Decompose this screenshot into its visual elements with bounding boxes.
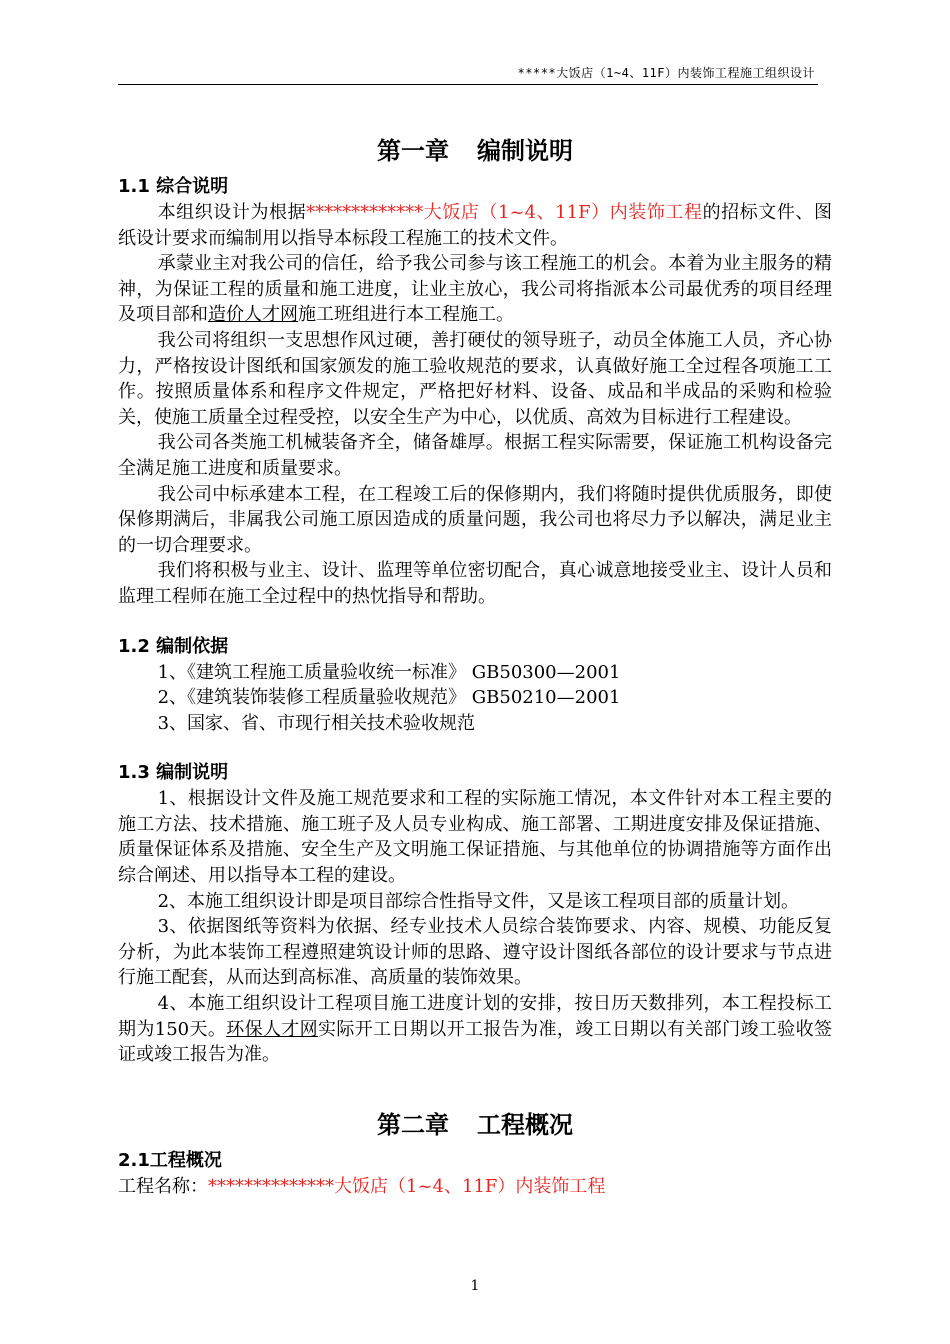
chapter-2-number: 第二章 [377,1110,449,1139]
project-name-red: *************大饭店（1~4、11F）内装饰工程 [306,202,703,223]
section-1-3-paragraph-4 [118,991,832,1068]
section-1-3-paragraph-1: 1、根据设计文件及施工规范要求和工程的实际施工情况，本文件针对本工程主要的施工方法、技术措施、施工班子及人员专业构成、施工部署、工期进度安排及保证措施、质量保证体系及措施、安全生产及文明施工保证措施、与其他单位的协调措施等方面作出综合阐述、用以指导本工程的建设。 [118,788,832,887]
text-run: 4、本施工组织设计工程项目施工进度计划的安排，按日历天数排列，本工程投标工期为150天。 [118,993,832,1040]
header-title: *****大饭店（1~4、11F）内装饰工程施工组织设计 [517,66,815,80]
section-1-1-paragraph-4: 我公司各类施工机械装备齐全，储备雄厚。根据工程实际需要，保证施工机构设备完全满足施工进度和质量要求。 [118,432,832,479]
text-run: 施工班组进行本工程施工。 [298,304,514,326]
document-body [118,128,832,1199]
text-run: 实际开工日期以开工报告为准，竣工日期以有关部门竣工验收签证或竣工报告为准。 [118,1018,832,1066]
text-run: 本组织设计为根据 [157,202,307,223]
project-name-line [118,1174,832,1200]
spacer [118,736,832,760]
section-1-3-paragraph-2: 2、本施工组织设计即是项目部综合性指导文件，又是该工程项目部的质量计划。 [157,890,800,912]
section-1-2-heading: 1.2 编制依据 [118,635,229,657]
text-run: 承蒙业主对我公司的信任，给予我公司参与该工程施工的机会。本着为业主服务的精神，为保证工程的质量和施工进度，让业主放心，我公司将指派本公司最优秀的项目经理及项目部和 [118,253,832,326]
basis-item-2: 2、《建筑装饰装修工程质量验收规范》 GB50210—2001 [157,687,621,709]
section-2-1-heading: 2.1工程概况 [118,1149,222,1171]
page-number: 1 [470,1278,480,1294]
section-1-1-paragraph-5: 我公司中标承建本工程，在工程竣工后的保修期内，我们将随时提供优质服务，即使保修期满后，非属我公司施工原因造成的质量问题，我公司也将尽力予以解决，满足业主的一切合理要求。 [118,483,832,556]
project-name-label: 工程名称： [118,1175,208,1197]
section-1-3-heading: 1.3 编制说明 [118,762,229,784]
chapter-1-number: 第一章 [377,137,449,165]
project-name-value: **************大饭店（1~4、11F）内装饰工程 [208,1175,606,1197]
chapter-1-title [118,128,832,174]
section-1-3-paragraph-3: 3、依据图纸等资料为依据、经专业技术人员综合装饰要求、内容、规模、功能反复分析，为此本装饰工程遵照建筑设计师的思路、遵守设计图纸各部位的设计要求与节点进行施工配套，从而达到高标准、高质量的装饰效果。 [118,916,832,989]
basis-item-3: 3、国家、省、市现行相关技术验收规范 [157,712,476,734]
section-1-1-paragraph-2 [118,251,832,328]
spacer [118,1068,832,1102]
section-1-1-paragraph-1 [118,200,832,251]
text-run: 的招标文件、图纸设计要求而编制用以指导本标段工程施工的技术文件。 [118,202,832,249]
section-1-1-paragraph-3: 我公司将组织一支思想作风过硬，善打硬仗的领导班子，动员全体施工人员，齐心协力，严格按设计图纸和国家颁发的施工验收规范的要求，认真做好施工全过程各项施工工作。按照质量体系和程序文件规定，严格把好材料、设备、成品和半成品的采购和检验关，使施工质量全过程受控，以安全生产为中心，以优质、高效为目标进行工程建设。 [118,329,832,428]
section-1-1-paragraph-6: 我们将积极与业主、设计、监理等单位密切配合，真心诚意地接受业主、设计人员和监理工程师在施工全过程中的热忱指导和帮助。 [118,560,832,607]
chapter-2-title [118,1102,832,1148]
underlined-link-text[interactable]: 环保人才网 [226,1018,319,1040]
underlined-link-text[interactable]: 造价人才网 [208,304,298,326]
header-rule [118,84,818,85]
chapter-2-name: 工程概况 [477,1110,573,1139]
basis-item-1: 1、《建筑工程施工质量验收统一标准》 GB50300—2001 [157,661,621,683]
chapter-1-name: 编制说明 [477,137,573,165]
spacer [118,610,832,634]
section-1-1-heading: 1.1 综合说明 [118,176,229,197]
